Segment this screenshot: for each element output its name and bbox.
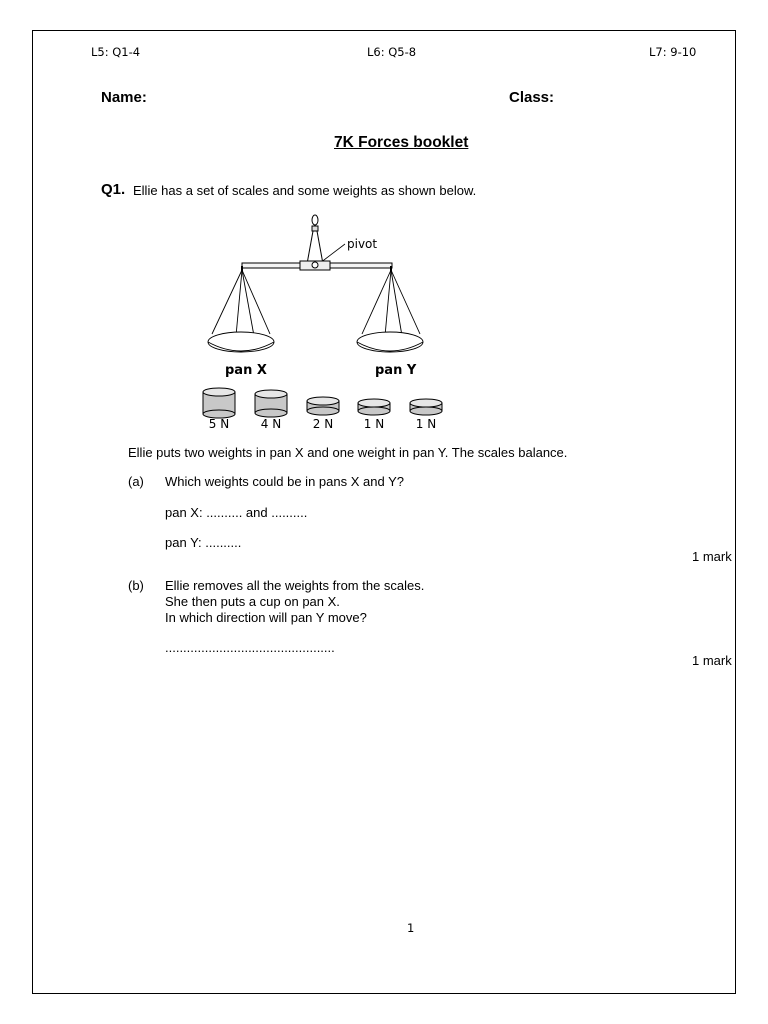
part-a-question: Which weights could be in pans X and Y? xyxy=(165,474,404,489)
pan-y xyxy=(357,270,423,352)
part-a-label: (a) xyxy=(128,474,144,489)
weight-4n xyxy=(255,390,287,417)
part-b-line1: Ellie removes all the weights from the scales. xyxy=(165,578,425,593)
name-label: Name: xyxy=(101,89,147,106)
part-b-label: (b) xyxy=(128,578,144,593)
weight-label: 5 N xyxy=(208,417,230,431)
weight-1n-b xyxy=(410,399,442,415)
weight-5n xyxy=(203,388,235,418)
weight-2n xyxy=(307,397,339,415)
question-intro: Ellie has a set of scales and some weights as shown below. xyxy=(133,183,477,198)
page-border xyxy=(32,30,736,994)
weight-label: 1 N xyxy=(363,417,385,431)
pan-x xyxy=(208,270,274,352)
hanger-icon xyxy=(307,215,323,264)
part-b-answer-line[interactable]: ............................................... xyxy=(165,640,335,655)
pan-y-answer-line[interactable]: pan Y: .......... xyxy=(165,535,242,550)
page-number: 1 xyxy=(407,921,415,935)
pan-x-label: pan X xyxy=(225,363,267,378)
class-label: Class: xyxy=(509,89,555,106)
booklet-title: 7K Forces booklet xyxy=(334,134,469,151)
level-l5: L5: Q1-4 xyxy=(91,45,141,59)
weight-label: 2 N xyxy=(312,417,334,431)
level-l6: L6: Q5-8 xyxy=(367,45,417,59)
level-l7: L7: 9-10 xyxy=(649,45,697,59)
weight-1n-a xyxy=(358,399,390,415)
balance-scales-diagram xyxy=(190,208,460,433)
part-a-marks: 1 mark xyxy=(692,549,732,564)
pan-x-answer-line[interactable]: pan X: .......... and .......... xyxy=(165,505,308,520)
part-b-line2: She then puts a cup on pan X. xyxy=(165,594,340,609)
pan-y-label: pan Y xyxy=(375,363,417,378)
weight-label: 1 N xyxy=(415,417,437,431)
pivot-label: pivot xyxy=(347,237,378,251)
part-b-line3: In which direction will pan Y move? xyxy=(165,610,367,625)
weight-label: 4 N xyxy=(260,417,282,431)
question-statement: Ellie puts two weights in pan X and one weight in pan Y. The scales balance. xyxy=(128,445,568,460)
part-b-marks: 1 mark xyxy=(692,653,732,668)
balance-beam xyxy=(242,261,392,272)
question-number: Q1. xyxy=(101,181,126,198)
